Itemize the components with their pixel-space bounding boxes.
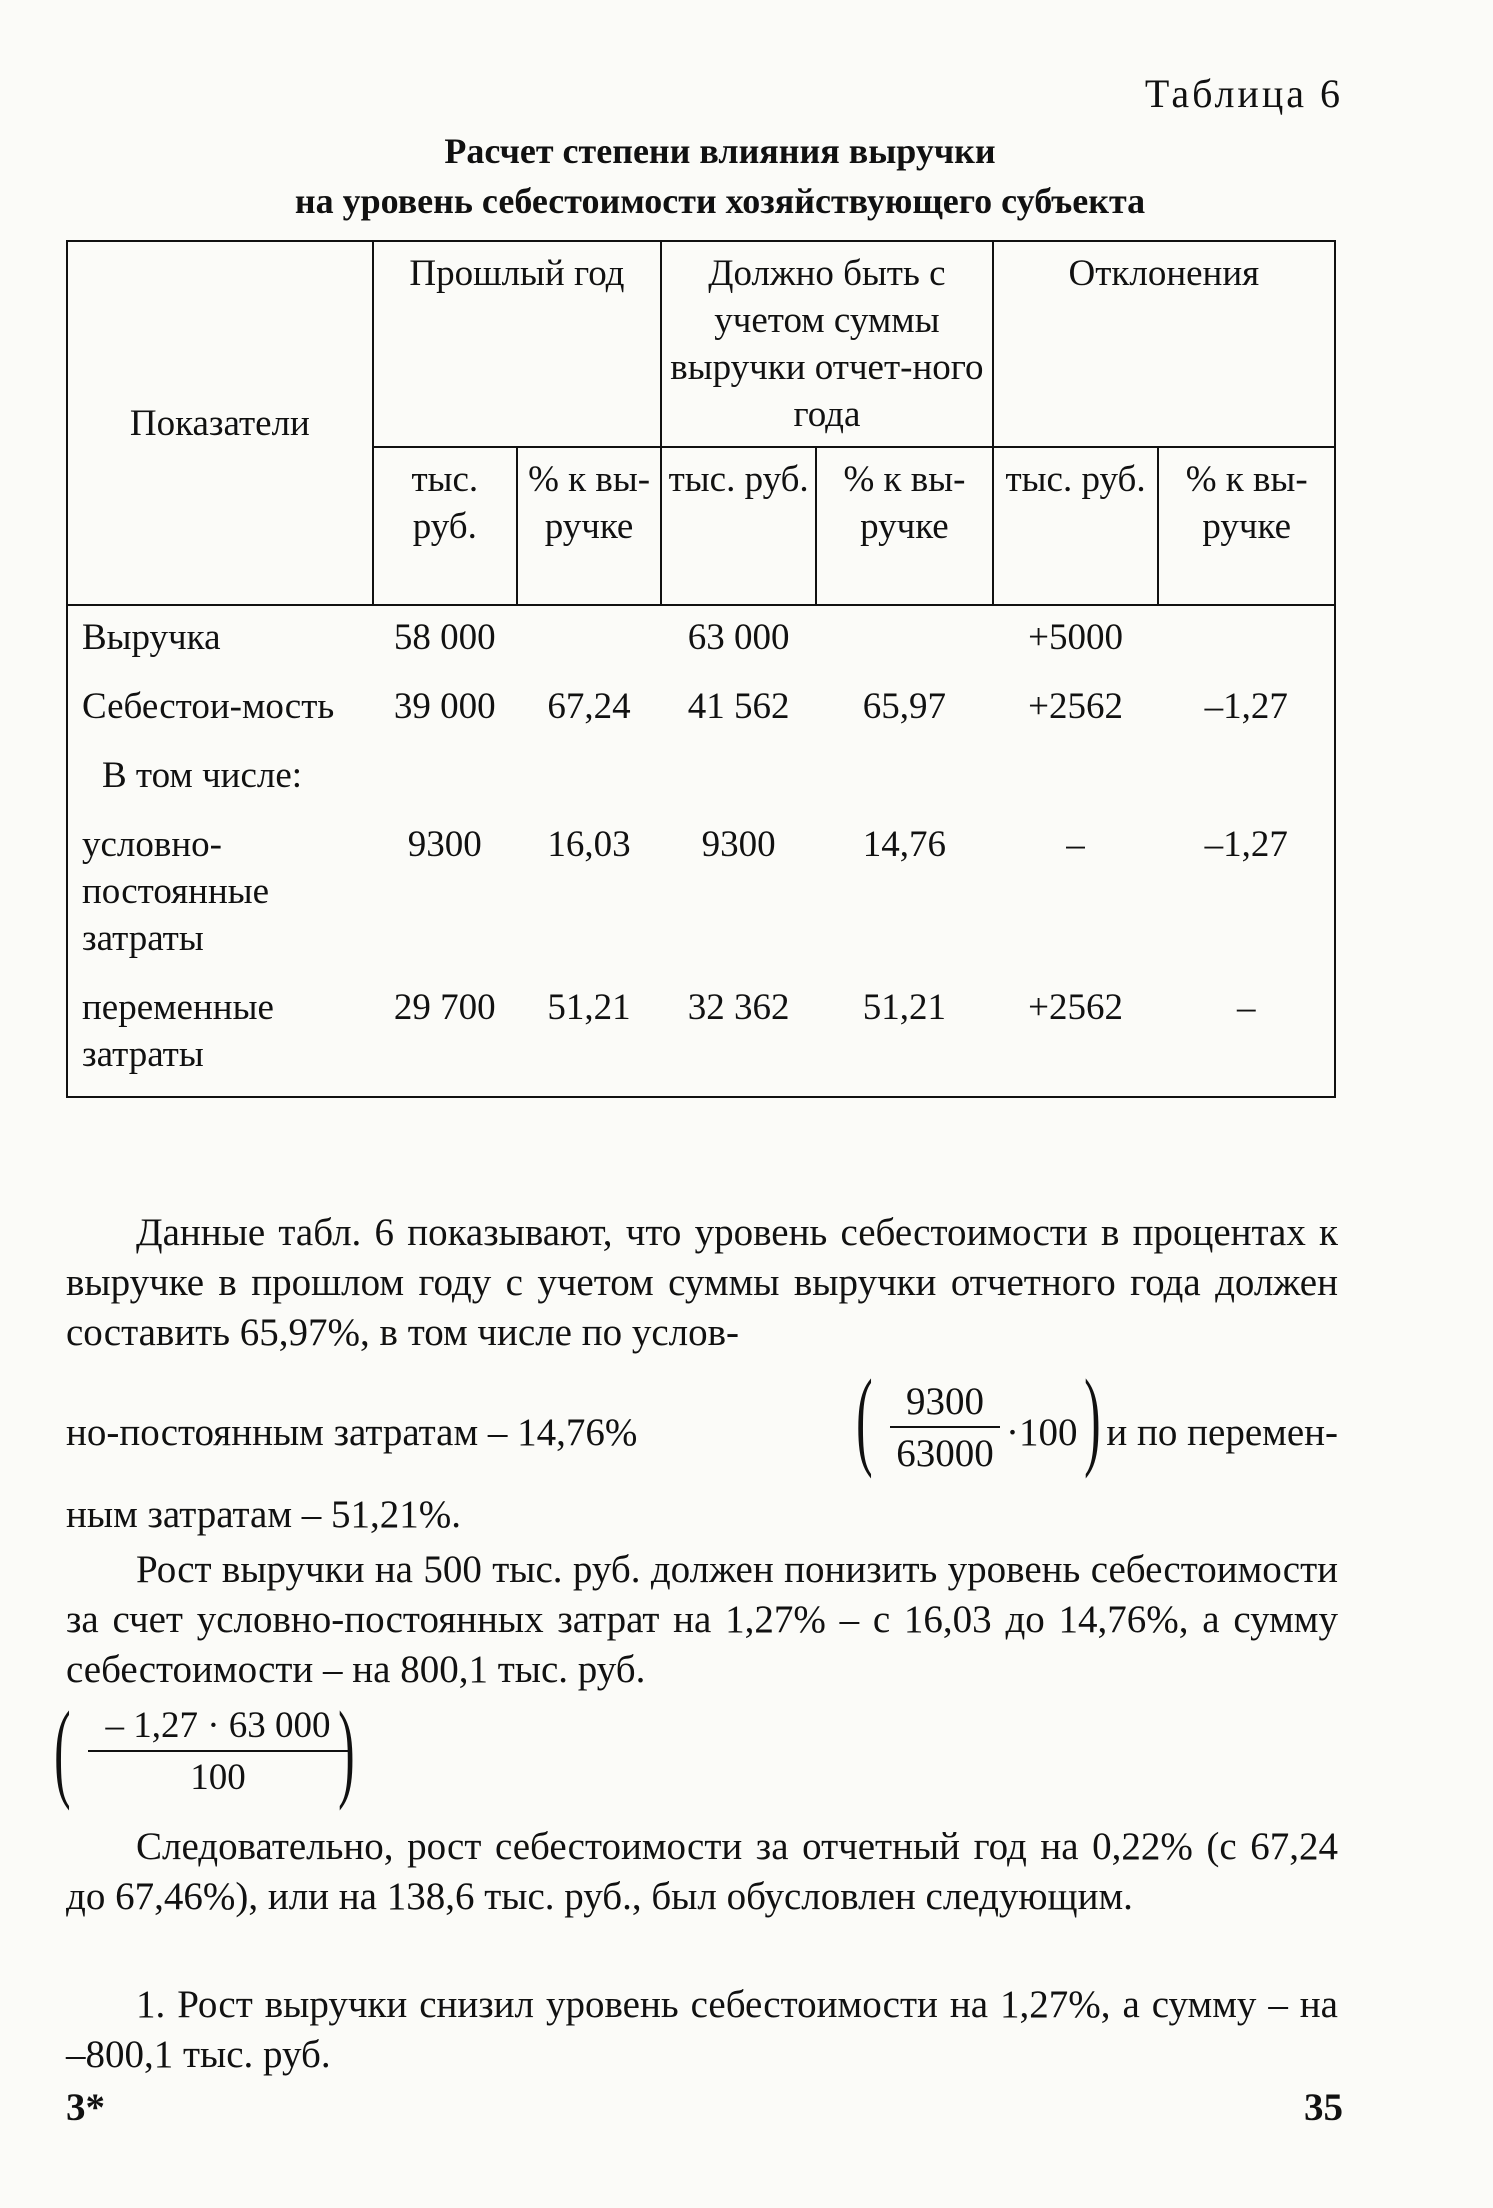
cell	[1158, 610, 1335, 679]
cell: –	[1236, 987, 1256, 1028]
cell: 39 000	[393, 686, 496, 727]
header-deviations: Отклонения	[993, 241, 1335, 447]
cell: +2562	[1028, 987, 1123, 1028]
denominator: 63000	[896, 1432, 994, 1475]
signature-mark: 3*	[66, 2086, 105, 2129]
table-row	[67, 817, 1335, 980]
fraction	[88, 1702, 348, 1804]
paragraph-5: 1. Рост выручки снизил уровень себестоимости на 1,27%, а сумму – на –800,1 тыс. руб.	[66, 1983, 1338, 2076]
paragraph-4: Следовательно, рост себестоимости за отчетный год на 0,22% (с 67,24 до 67,46%), или на 138,6 тыс. руб., был обусловлен следующим.	[66, 1825, 1338, 1918]
sub-header-dev-rub: тыс. руб.	[993, 447, 1159, 605]
left-paren: (	[856, 1357, 873, 1479]
cell: 51,21	[547, 987, 631, 1028]
header-prev-year: Прошлый год	[373, 241, 661, 447]
cell: 65,97	[862, 686, 947, 727]
table-row	[67, 679, 1335, 748]
sub-header-exp-pct: % к вы-ручке	[816, 447, 993, 605]
table-row	[67, 980, 1335, 1097]
row-label: В том числе:	[102, 755, 303, 796]
cell: 51,21	[862, 987, 947, 1028]
cell: 58 000	[393, 617, 496, 658]
cell: 14,76	[862, 824, 947, 865]
row-label: переменные затраты	[82, 987, 274, 1075]
table-label: Таблица 6	[1144, 71, 1343, 116]
sub-header-exp-rub: тыс. руб.	[661, 447, 816, 605]
cell	[816, 610, 993, 679]
row-label: Себестои-мость	[82, 686, 335, 727]
table-title	[100, 126, 1340, 226]
paragraph-2: ным затратам – 51,21%.	[66, 1493, 462, 1536]
denominator: 100	[190, 1757, 246, 1798]
table-row	[67, 610, 1335, 679]
formula-right-text: и по перемен-	[1106, 1411, 1338, 1454]
cell: 9300	[407, 824, 482, 865]
sub-header-prev-rub: тыс. руб.	[373, 447, 517, 605]
sub-header-prev-pct: % к вы-ручке	[517, 447, 661, 605]
cell: 41 562	[687, 686, 790, 727]
cell: 16,03	[547, 824, 631, 865]
cell: 67,24	[547, 686, 631, 727]
title-line-2: на уровень себестоимости хозяйствующего субъекта	[294, 181, 1146, 221]
row-label: Выручка	[82, 617, 221, 658]
numerator: 9300	[890, 1378, 1000, 1428]
paragraph-1: Данные табл. 6 показывают, что уровень себестоимости в процентах к выручке в прошлом году с учетом суммы выручки отчетного года должен составить 65,97%, в том числе по услов-	[66, 1211, 1338, 1354]
cell: +2562	[1028, 686, 1123, 727]
sub-header-dev-pct: % к вы-ручке	[1158, 447, 1335, 605]
title-line-1: Расчет степени влияния выручки	[444, 131, 996, 171]
cell: +5000	[1028, 617, 1123, 658]
left-paren: (	[54, 1689, 71, 1811]
header-expected: Должно быть с учетом суммы выручки отчет-ного года	[661, 241, 993, 447]
cell: 29 700	[393, 987, 496, 1028]
cell: –1,27	[1204, 824, 1288, 865]
header-indicators: Показатели	[67, 241, 373, 605]
cell	[517, 610, 661, 679]
fraction	[890, 1378, 1000, 1480]
cost-table	[66, 240, 1336, 1098]
formula-line-1	[66, 1357, 1338, 1488]
cell: –1,27	[1204, 686, 1288, 727]
right-paren: )	[1084, 1357, 1101, 1479]
row-label: условно-постоянные затраты	[82, 824, 270, 959]
right-paren: )	[338, 1689, 355, 1811]
numerator: – 1,27 · 63 000	[88, 1702, 348, 1752]
cell: –	[1066, 824, 1085, 865]
page-number: 35	[1304, 2086, 1343, 2129]
formula-2	[54, 1689, 396, 1811]
multiplier: ·100	[1006, 1411, 1078, 1454]
paragraph-3: Рост выручки на 500 тыс. руб. должен понизить уровень себестоимости за счет условно-постоянных затрат на 1,27% – с 16,03 до 14,76%, а сумму себестоимости – на 800,1 тыс. руб.	[66, 1548, 1338, 1691]
cell: 32 362	[687, 987, 790, 1028]
cell: 9300	[701, 824, 776, 865]
table-row	[67, 748, 1335, 817]
formula-left-text: но-постоянным затратам – 14,76%	[66, 1411, 638, 1454]
cell: 63 000	[687, 617, 790, 658]
